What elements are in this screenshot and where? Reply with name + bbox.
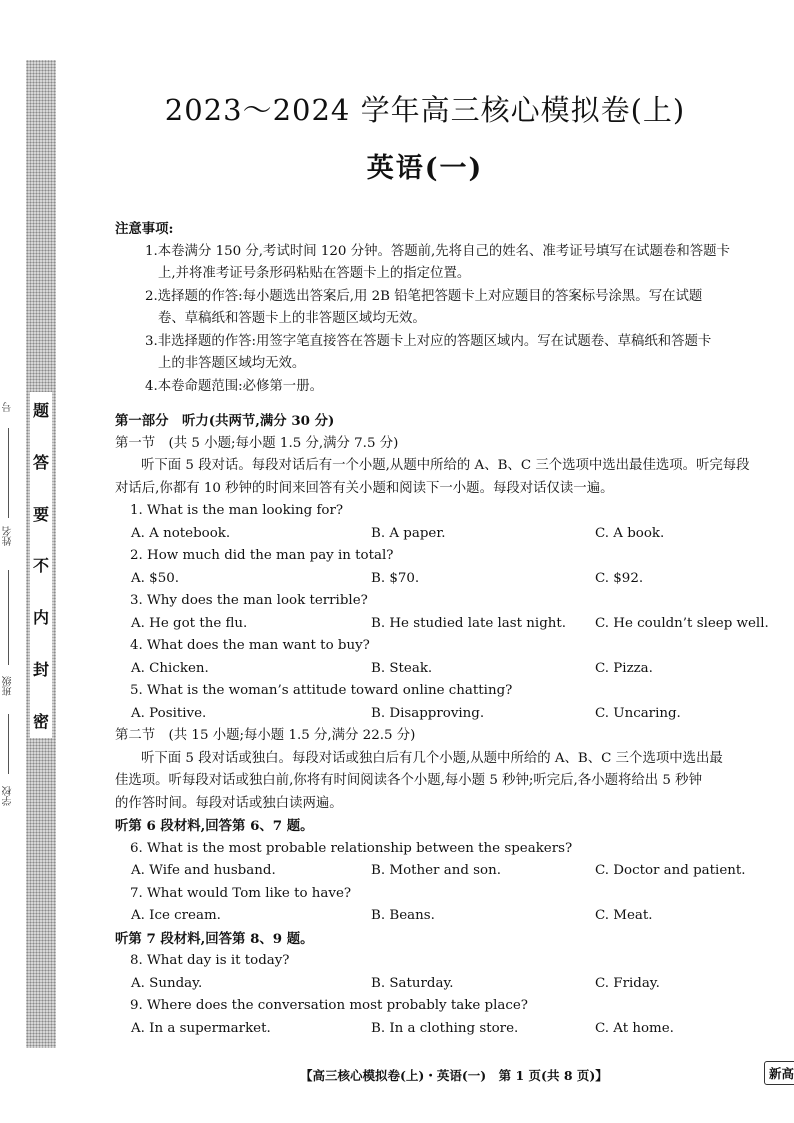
section2-heading: 第二节 (共 15 小题;每小题 1.5 分,满分 22.5 分) (115, 728, 416, 743)
seal-char: 要 (32, 504, 49, 524)
question-7: 7. What would Tom like to have? (130, 885, 352, 901)
notice-heading: 注意事项: (115, 221, 174, 237)
option-b: B. He studied late last night. (371, 615, 567, 631)
section1-heading: 第一节 (共 5 小题;每小题 1.5 分,满分 7.5 分) (115, 435, 399, 451)
option-b: B. In a clothing store. (371, 1020, 519, 1036)
options-1 (115, 523, 794, 546)
option-a: A. Chicken. (131, 660, 209, 676)
exam-title: 2023～2024 学年高三核心模拟卷(上) (164, 93, 686, 127)
notice-item: 上,并将准考证号条形码粘贴在答题卡上的指定位置。 (158, 266, 471, 281)
side-line (8, 570, 9, 665)
side-label-number: 号 (3, 402, 14, 412)
seal-char: 题 (32, 401, 49, 420)
option-a: A. A notebook. (131, 525, 231, 541)
option-c: C. A book. (595, 525, 665, 541)
side-label-name: 姓名 (3, 526, 14, 546)
options-2 (115, 568, 794, 591)
exam-content (115, 218, 794, 1040)
option-b: B. Disapproving. (371, 705, 485, 721)
side-line (8, 428, 9, 518)
section2-instructions: 的作答时间。每段对话或独白读两遍。 (115, 795, 343, 811)
side-label-class: 班级 (3, 676, 14, 696)
question-6: 6. What is the most probable relationship between the speakers? (130, 840, 573, 856)
option-b: B. Mother and son. (371, 863, 501, 878)
notice-item: 4.本卷命题范围:必修第一册。 (145, 378, 323, 394)
option-c: C. Meat. (595, 908, 653, 923)
question-9: 9. Where does the conversation most probably take place? (130, 998, 528, 1013)
notice-item: 2.选择题的作答:每小题选出答案后,用 2B 铅笔把答题卡上对应题目的答案标号涂黑。写在试题 (145, 288, 703, 304)
seal-char: 答 (32, 452, 49, 472)
seal-char: 封 (32, 660, 49, 680)
option-a: A. $50. (131, 570, 179, 586)
side-label-school: 学校 (3, 786, 14, 806)
option-c: C. At home. (595, 1020, 674, 1036)
question-5: 5. What is the woman’s attitude toward online chatting? (130, 683, 513, 698)
option-c: C. Pizza. (595, 660, 653, 676)
question-3: 3. Why does the man look terrible? (130, 593, 368, 608)
options-9 (115, 1018, 794, 1041)
options-5 (115, 703, 794, 726)
option-c: C. Doctor and patient. (595, 863, 746, 878)
options-7 (115, 905, 794, 928)
options-3 (115, 613, 794, 636)
seal-line-notice (30, 392, 52, 738)
section1-instructions: 听下面 5 段对话。每段对话后有一个小题,从题中所给的 A、B、C 三个选项中选出最佳选项。听完每段 (141, 458, 750, 473)
question-8: 8. What day is it today? (130, 953, 290, 968)
part1-heading: 第一部分 听力(共两节,满分 30 分) (115, 413, 335, 429)
question-1: 1. What is the man looking for? (130, 503, 344, 518)
section2-instructions: 佳选项。听每段对话或独白前,你将有时间阅读各个小题,每小题 5 秒钟;听完后,各小题将给出 5 秒钟 (115, 773, 702, 788)
option-b: B. Steak. (371, 660, 433, 676)
page-footer: 【高三核心模拟卷(上)・英语(一) 第 1 页(共 8 页)】 (300, 1068, 608, 1083)
option-a: A. He got the flu. (131, 615, 248, 631)
seal-char: 密 (32, 711, 49, 731)
notice-item: 上的非答题区域均无效。 (158, 356, 306, 371)
section1-instructions: 对话后,你都有 10 秒钟的时间来回答有关小题和阅读下一小题。每段对话仅读一遍。 (115, 480, 614, 496)
side-line (8, 714, 9, 774)
option-b: B. Saturday. (371, 975, 454, 991)
option-a: A. Ice cream. (131, 908, 221, 923)
options-4 (115, 658, 794, 681)
option-a: A. Wife and husband. (131, 863, 276, 878)
option-b: B. A paper. (371, 525, 446, 541)
option-b: B. Beans. (371, 908, 435, 923)
options-8 (115, 973, 794, 996)
option-c: C. Uncaring. (595, 705, 681, 721)
section2-instructions: 听下面 5 段对话或独白。每段对话或独白后有几个小题,从题中所给的 A、B、C 三个选项中选出最 (141, 750, 723, 766)
corner-stamp: 新高 (764, 1061, 794, 1085)
seal-char: 内 (32, 608, 49, 628)
options-6 (115, 860, 794, 883)
notice-item: 3.非选择题的作答:用签字笔直接答在答题卡上对应的答题区域内。写在试题卷、草稿纸和答题卡 (145, 333, 712, 349)
notice-item: 1.本卷满分 150 分,考试时间 120 分钟。答题前,先将自己的姓名、准考证号填写在试题卷和答题卡 (145, 243, 730, 259)
question-2: 2. How much did the man pay in total? (130, 548, 394, 563)
question-4: 4. What does the man want to buy? (130, 638, 370, 653)
material-6-heading: 听第 6 段材料,回答第 6、7 题。 (115, 818, 314, 834)
exam-subtitle: 英语(一) (366, 153, 484, 184)
notice-item: 卷、草稿纸和答题卡上的非答题区域均无效。 (158, 311, 426, 326)
option-a: A. Sunday. (131, 975, 203, 991)
option-a: A. In a supermarket. (131, 1020, 271, 1036)
option-c: C. $92. (595, 570, 644, 586)
option-a: A. Positive. (131, 705, 207, 721)
option-b: B. $70. (371, 570, 420, 586)
material-7-heading: 听第 7 段材料,回答第 8、9 题。 (115, 930, 314, 947)
seal-char: 不 (32, 556, 49, 576)
option-c: C. He couldn’t sleep well. (595, 615, 769, 631)
option-c: C. Friday. (595, 975, 660, 991)
